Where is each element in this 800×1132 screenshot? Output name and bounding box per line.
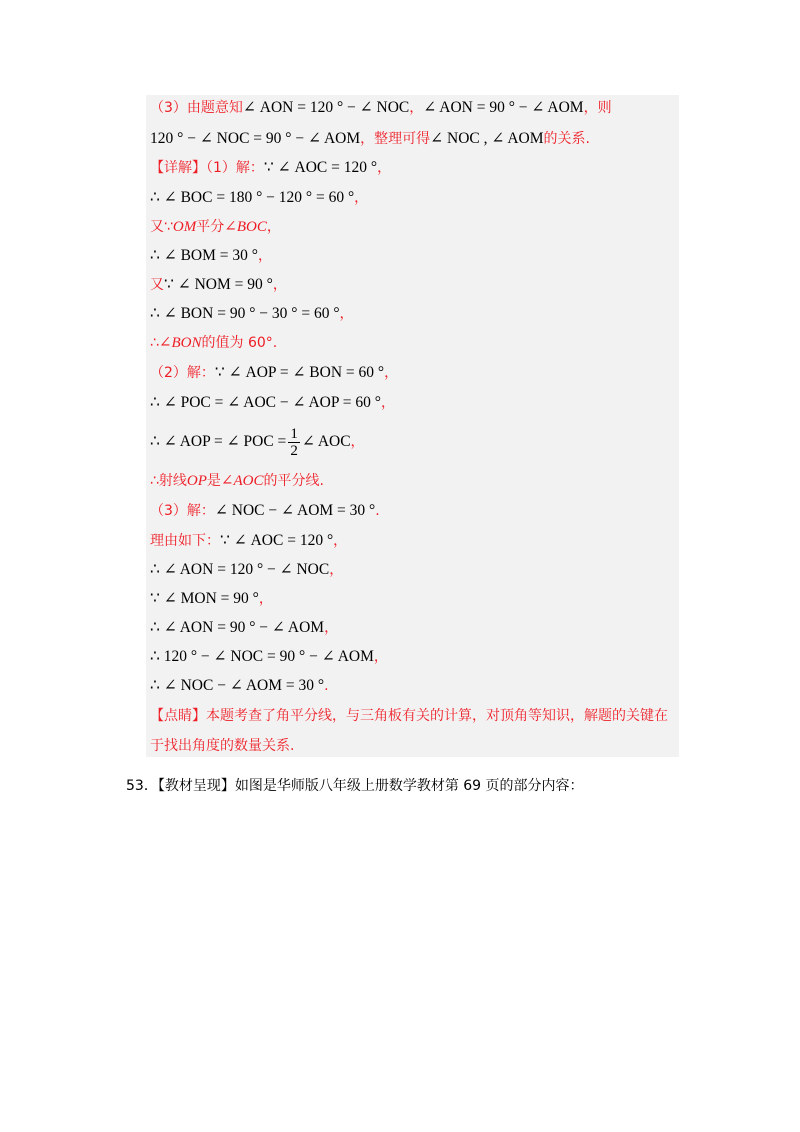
text: . [324,678,329,694]
solution-line [150,531,347,551]
text: 理由如下： [150,533,220,549]
text: ， [409,100,424,116]
fraction-numerator: 1 [290,425,298,442]
text: 是 [206,473,221,489]
text: 又 [150,277,164,293]
math: ∠ AON = 90 ° − ∠ AOM [423,99,584,116]
math: ∴ ∠ AOP = ∠ POC = [150,433,287,450]
text: ∴ [150,335,159,351]
solution-line [150,188,368,208]
solution-line [150,501,380,521]
text: ， [339,306,354,322]
math: ∠BON [158,335,202,351]
math: ∴ ∠ BOM = 30 ° [150,247,258,264]
text: . [375,503,380,519]
solution-line [150,304,354,324]
solution-line [150,129,590,149]
solution-line [150,676,329,696]
text: ， [258,591,273,607]
solution-line [150,158,391,178]
fraction [288,426,300,459]
solution-line [150,471,324,491]
text: ， [266,219,281,235]
text: 的关系. [543,131,590,147]
text: ， [350,434,365,450]
fraction-denominator: 2 [290,442,298,459]
math: 120 ° − ∠ NOC = 90 ° − ∠ AOM [150,130,361,147]
math: ∵ ∠ MON = 90 ° [150,590,259,607]
math: ∠ NOC − ∠ AOM = 30 ° [214,502,376,519]
text: ， [272,277,287,293]
text: ， [257,248,272,264]
text: ， [333,533,348,549]
remark-line: 【点睛】本题考查了角平分线，与三角板有关的计算，对顶角等知识，解题的关键在 [150,708,668,724]
math: ∠BOC [224,219,267,235]
remark-line: 于找出角度的数量关系. [150,738,295,754]
math: ∴ ∠ BON = 90 ° − 30 ° = 60 ° [150,305,340,322]
solution-line [150,647,388,667]
math: ∴ ∠ BOC = 180 ° − 120 ° = 60 ° [150,189,355,206]
math: ∴ ∠ AON = 120 ° − ∠ NOC [150,561,330,578]
solution-line [150,393,395,413]
math: OM [172,219,197,235]
text: ， [373,649,388,665]
math: ∵ ∠ AOC = 120 ° [220,532,334,549]
text: ，整理可得 [360,131,431,147]
text: （3）解： [150,503,215,519]
solution-line [150,589,273,609]
math: ∴ ∠ NOC − ∠ AOM = 30 ° [150,677,325,694]
text: ， [384,365,399,381]
text: ，则 [583,100,612,116]
solution-line [150,333,277,353]
text: （2）解： [150,365,215,381]
math: ∠AOC [220,473,264,489]
solution-line [150,98,612,118]
math: ∴ ∠ AON = 90 ° − ∠ AOM [150,619,325,636]
text: 的平分线. [263,473,324,489]
math: ∵ ∠ AOC = 120 ° [263,159,378,176]
math: ∠ AON = 120 ° − ∠ NOC [242,99,410,116]
solution-line [150,424,365,460]
math: OP [186,473,207,489]
solution-line [150,618,338,638]
text: 【详解】（1）解： [150,160,264,176]
math: ∴ ∠ POC = ∠ AOC − ∠ AOP = 60 ° [150,394,381,411]
solution-line [150,246,272,266]
text: 又∵ [150,219,173,235]
math: ∠ AOC [301,433,351,450]
math: ∵ ∠ AOP = ∠ BON = 60 ° [214,364,385,381]
text: ， [354,190,369,206]
text: ， [324,620,339,636]
text: ∴射线 [150,473,187,489]
text: ， [329,562,344,578]
math: ∵ ∠ NOM = 90 ° [164,276,273,293]
text: 的值为 60°. [201,335,278,351]
solution-line [150,275,287,295]
math: ∠ NOC , ∠ AOM [430,130,544,147]
solution-line [150,217,281,237]
math: ∴ 120 ° − ∠ NOC = 90 ° − ∠ AOM [150,648,374,665]
text: 平分 [196,219,225,235]
solution-line [150,560,343,580]
text: （3）由题意知 [150,100,243,116]
text: ， [377,160,392,176]
solution-line [150,363,398,383]
text: ， [380,395,395,411]
question-53: 53．【教材呈现】如图是华师版八年级上册数学教材第 69 页的部分内容： [126,778,584,794]
